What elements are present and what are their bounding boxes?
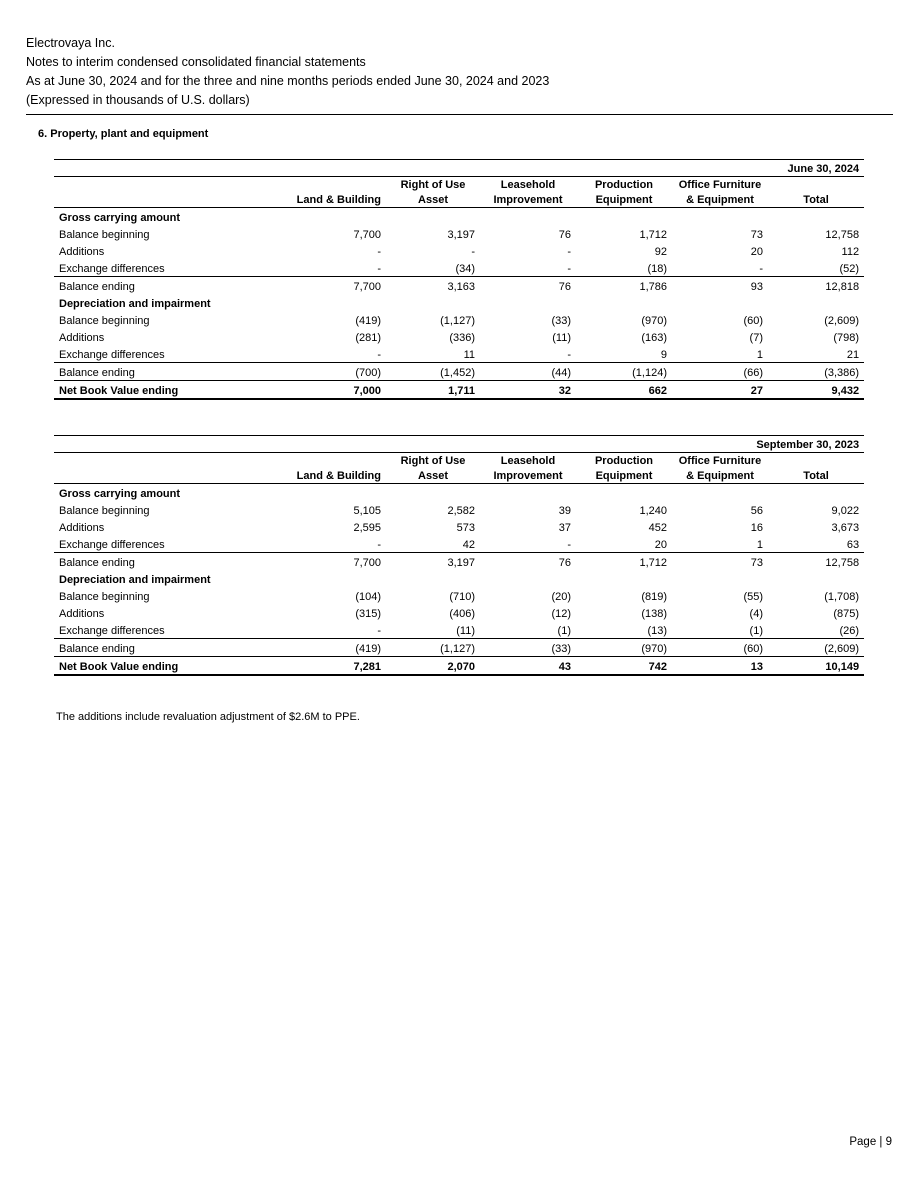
cell-value: - bbox=[377, 625, 381, 637]
cell-value: (1,708) bbox=[824, 591, 860, 603]
cell-value: 573 bbox=[456, 522, 475, 534]
cell-value: (13) bbox=[647, 625, 667, 637]
column-header-row bbox=[54, 177, 864, 193]
cell-value: (4) bbox=[749, 608, 763, 620]
cell-value: - bbox=[567, 539, 571, 551]
row-label: Additions bbox=[59, 522, 105, 534]
column-header-line1: Office Furniture bbox=[678, 179, 762, 191]
depreciation-heading: Depreciation and impairment bbox=[59, 574, 211, 586]
table-row bbox=[54, 501, 864, 518]
table-row bbox=[54, 225, 864, 242]
cell-value: 12,758 bbox=[768, 553, 864, 571]
column-header-line1: Right of Use bbox=[400, 179, 466, 191]
cell-value: 63 bbox=[846, 539, 860, 551]
cell-value: 1,786 bbox=[576, 277, 672, 295]
column-header-row bbox=[54, 468, 864, 484]
cell-value: 10,149 bbox=[768, 657, 864, 676]
cell-value: 9,022 bbox=[831, 505, 860, 517]
cell-value: (336) bbox=[449, 332, 475, 344]
cell-value: 2,595 bbox=[353, 522, 381, 534]
cell-value: (970) bbox=[641, 315, 667, 327]
ppe-table-june-2024 bbox=[54, 159, 864, 400]
column-header-line1 bbox=[768, 177, 864, 193]
cell-value: - bbox=[471, 246, 475, 258]
cell-value: 76 bbox=[480, 277, 576, 295]
row-label: Balance ending bbox=[54, 553, 290, 571]
cell-value: (44) bbox=[480, 363, 576, 381]
net-book-value-row bbox=[54, 657, 864, 676]
cell-value: (52) bbox=[839, 263, 860, 275]
row-label: Net Book Value ending bbox=[54, 657, 290, 676]
table-row bbox=[54, 604, 864, 621]
column-header-line1: Production bbox=[594, 179, 654, 191]
column-header-line1 bbox=[768, 453, 864, 469]
cell-value: (34) bbox=[455, 263, 475, 275]
section-heading-row bbox=[54, 294, 864, 311]
row-label: Balance beginning bbox=[59, 591, 150, 603]
cell-value: (281) bbox=[355, 332, 381, 344]
net-book-value-row bbox=[54, 381, 864, 400]
period-label: September 30, 2023 bbox=[54, 436, 864, 453]
cell-value: 3,163 bbox=[386, 277, 480, 295]
row-label: Exchange differences bbox=[59, 263, 165, 275]
cell-value: (2,609) bbox=[768, 639, 864, 657]
cell-value: - bbox=[377, 263, 381, 275]
column-header-line1 bbox=[290, 453, 386, 469]
cell-value: (419) bbox=[290, 639, 386, 657]
column-header-line2: Total bbox=[768, 468, 864, 484]
cell-value: - bbox=[567, 349, 571, 361]
row-label: Balance ending bbox=[54, 363, 290, 381]
gross-carrying-heading: Gross carrying amount bbox=[59, 488, 181, 500]
cell-value: 37 bbox=[558, 522, 571, 534]
cell-value: 112 bbox=[841, 246, 860, 258]
footnote: The additions include revaluation adjustment of $2.6M to PPE. bbox=[56, 711, 360, 723]
row-label: Additions bbox=[59, 246, 105, 258]
row-label: Exchange differences bbox=[59, 349, 165, 361]
table-row bbox=[54, 518, 864, 535]
cell-value: 3,197 bbox=[447, 229, 475, 241]
cell-value: 7,700 bbox=[290, 277, 386, 295]
document-subtitle: Notes to interim condensed consolidated financial statements bbox=[26, 55, 366, 69]
cell-value: 13 bbox=[672, 657, 768, 676]
cell-value: 76 bbox=[480, 553, 576, 571]
cell-value: (33) bbox=[480, 639, 576, 657]
cell-value: 27 bbox=[672, 381, 768, 400]
period-row bbox=[54, 436, 864, 453]
column-header-row bbox=[54, 192, 864, 208]
column-header-line2: Equipment bbox=[576, 468, 672, 484]
cell-value: (1) bbox=[749, 625, 763, 637]
cell-value: (419) bbox=[355, 315, 381, 327]
cell-value: 92 bbox=[654, 246, 667, 258]
currency-units: (Expressed in thousands of U.S. dollars) bbox=[26, 93, 250, 107]
cell-value: - bbox=[377, 349, 381, 361]
section-heading-row bbox=[54, 208, 864, 226]
cell-value: (710) bbox=[449, 591, 475, 603]
cell-value: (11) bbox=[456, 625, 475, 637]
cell-value: 93 bbox=[672, 277, 768, 295]
column-header-line2: Improvement bbox=[480, 192, 576, 208]
cell-value: (7) bbox=[749, 332, 763, 344]
ppe-table-september-2023 bbox=[54, 435, 864, 676]
cell-value: 3,673 bbox=[831, 522, 860, 534]
cell-value: 9,432 bbox=[768, 381, 864, 400]
table-row bbox=[54, 587, 864, 604]
cell-value: 16 bbox=[750, 522, 763, 534]
cell-value: (138) bbox=[641, 608, 667, 620]
column-header-line2: & Equipment bbox=[672, 468, 768, 484]
cell-value: 73 bbox=[672, 553, 768, 571]
table-row bbox=[54, 345, 864, 363]
cell-value: 76 bbox=[558, 229, 571, 241]
cell-value: (11) bbox=[552, 332, 571, 344]
row-label: Balance beginning bbox=[59, 505, 150, 517]
row-label: Balance ending bbox=[54, 639, 290, 657]
cell-value: (104) bbox=[355, 591, 381, 603]
column-header-row bbox=[54, 453, 864, 469]
column-header-line1: Leasehold bbox=[500, 455, 556, 467]
cell-value: 43 bbox=[480, 657, 576, 676]
cell-value: 56 bbox=[750, 505, 763, 517]
reporting-period: As at June 30, 2024 and for the three and nine months periods ended June 30, 2024 and 2023 bbox=[26, 74, 550, 88]
cell-value: (60) bbox=[672, 639, 768, 657]
cell-value: (875) bbox=[833, 608, 860, 620]
cell-value: 662 bbox=[576, 381, 672, 400]
row-label: Balance ending bbox=[54, 277, 290, 295]
cell-value: 1,240 bbox=[639, 505, 667, 517]
cell-value: 742 bbox=[576, 657, 672, 676]
column-header-line2: & Equipment bbox=[672, 192, 768, 208]
cell-value: - bbox=[759, 263, 763, 275]
cell-value: 2,070 bbox=[386, 657, 480, 676]
table-row bbox=[54, 328, 864, 345]
column-header-line2: Asset bbox=[386, 468, 480, 484]
header-spacer bbox=[54, 453, 290, 469]
row-label: Balance beginning bbox=[59, 315, 150, 327]
cell-value: 7,000 bbox=[290, 381, 386, 400]
cell-value: 12,818 bbox=[768, 277, 864, 295]
section-heading-row bbox=[54, 484, 864, 502]
cell-value: 7,700 bbox=[353, 229, 381, 241]
cell-value: 39 bbox=[558, 505, 571, 517]
header-spacer bbox=[54, 468, 290, 484]
cell-value: (20) bbox=[551, 591, 571, 603]
cell-value: (3,386) bbox=[768, 363, 864, 381]
period-row bbox=[54, 160, 864, 177]
cell-value: 2,582 bbox=[447, 505, 475, 517]
cell-value: 3,197 bbox=[386, 553, 480, 571]
cell-value: - bbox=[377, 246, 381, 258]
cell-value: (315) bbox=[355, 608, 381, 620]
cell-value: (18) bbox=[647, 263, 667, 275]
cell-value: (1) bbox=[557, 625, 571, 637]
column-header-line2: Total bbox=[768, 192, 864, 208]
section-heading-row bbox=[54, 570, 864, 587]
document-header bbox=[26, 34, 892, 110]
cell-value: 1,712 bbox=[639, 229, 667, 241]
gross-carrying-heading: Gross carrying amount bbox=[59, 212, 181, 224]
table-row bbox=[54, 535, 864, 553]
subtotal-row bbox=[54, 277, 864, 295]
cell-value: 1,712 bbox=[576, 553, 672, 571]
table-row bbox=[54, 621, 864, 639]
cell-value: (163) bbox=[641, 332, 667, 344]
column-header-line1: Production bbox=[594, 455, 654, 467]
column-header-line1: Leasehold bbox=[500, 179, 556, 191]
cell-value: 5,105 bbox=[353, 505, 381, 517]
page-number: Page | 9 bbox=[849, 1136, 892, 1148]
column-header-line1 bbox=[290, 177, 386, 193]
cell-value: (55) bbox=[743, 591, 763, 603]
cell-value: 32 bbox=[480, 381, 576, 400]
cell-value: 1,711 bbox=[386, 381, 480, 400]
header-spacer bbox=[54, 177, 290, 193]
company-name: Electrovaya Inc. bbox=[26, 36, 115, 50]
cell-value: (2,609) bbox=[824, 315, 860, 327]
cell-value: 21 bbox=[846, 349, 860, 361]
cell-value: - bbox=[567, 263, 571, 275]
cell-value: (798) bbox=[833, 332, 860, 344]
cell-value: 20 bbox=[654, 539, 667, 551]
row-label: Additions bbox=[59, 332, 105, 344]
cell-value: (406) bbox=[449, 608, 475, 620]
header-divider bbox=[26, 114, 893, 115]
cell-value: (12) bbox=[551, 608, 571, 620]
column-header-line2: Improvement bbox=[480, 468, 576, 484]
depreciation-heading: Depreciation and impairment bbox=[59, 298, 211, 310]
cell-value: (819) bbox=[641, 591, 667, 603]
column-header-line2: Equipment bbox=[576, 192, 672, 208]
column-header-line2: Land & Building bbox=[290, 468, 386, 484]
cell-value: 20 bbox=[750, 246, 763, 258]
cell-value: 452 bbox=[648, 522, 667, 534]
cell-value: (1,452) bbox=[386, 363, 480, 381]
column-header-line2: Asset bbox=[386, 192, 480, 208]
table-row bbox=[54, 259, 864, 277]
column-header-line2: Land & Building bbox=[290, 192, 386, 208]
cell-value: 7,281 bbox=[290, 657, 386, 676]
column-header-line1: Right of Use bbox=[400, 455, 466, 467]
cell-value: 9 bbox=[660, 349, 667, 361]
cell-value: 11 bbox=[463, 349, 475, 361]
section-title: 6. Property, plant and equipment bbox=[38, 128, 209, 140]
cell-value: (60) bbox=[743, 315, 763, 327]
table-row bbox=[54, 242, 864, 259]
cell-value: (1,124) bbox=[576, 363, 672, 381]
cell-value: 42 bbox=[462, 539, 475, 551]
cell-value: (1,127) bbox=[386, 639, 480, 657]
cell-value: (970) bbox=[576, 639, 672, 657]
cell-value: 1 bbox=[756, 349, 763, 361]
cell-value: 73 bbox=[750, 229, 763, 241]
header-spacer bbox=[54, 192, 290, 208]
subtotal-row bbox=[54, 639, 864, 657]
row-label: Exchange differences bbox=[59, 539, 165, 551]
cell-value: - bbox=[377, 539, 381, 551]
period-label: June 30, 2024 bbox=[54, 160, 864, 177]
cell-value: (26) bbox=[839, 625, 860, 637]
cell-value: (66) bbox=[672, 363, 768, 381]
cell-value: (1,127) bbox=[440, 315, 475, 327]
row-label: Net Book Value ending bbox=[54, 381, 290, 400]
subtotal-row bbox=[54, 363, 864, 381]
cell-value: (700) bbox=[290, 363, 386, 381]
cell-value: 7,700 bbox=[290, 553, 386, 571]
row-label: Exchange differences bbox=[59, 625, 165, 637]
subtotal-row bbox=[54, 553, 864, 571]
column-header-line1: Office Furniture bbox=[678, 455, 762, 467]
cell-value: 12,758 bbox=[825, 229, 860, 241]
row-label: Balance beginning bbox=[59, 229, 150, 241]
cell-value: (33) bbox=[551, 315, 571, 327]
table-row bbox=[54, 311, 864, 328]
cell-value: 1 bbox=[756, 539, 763, 551]
cell-value: - bbox=[567, 246, 571, 258]
row-label: Additions bbox=[59, 608, 105, 620]
